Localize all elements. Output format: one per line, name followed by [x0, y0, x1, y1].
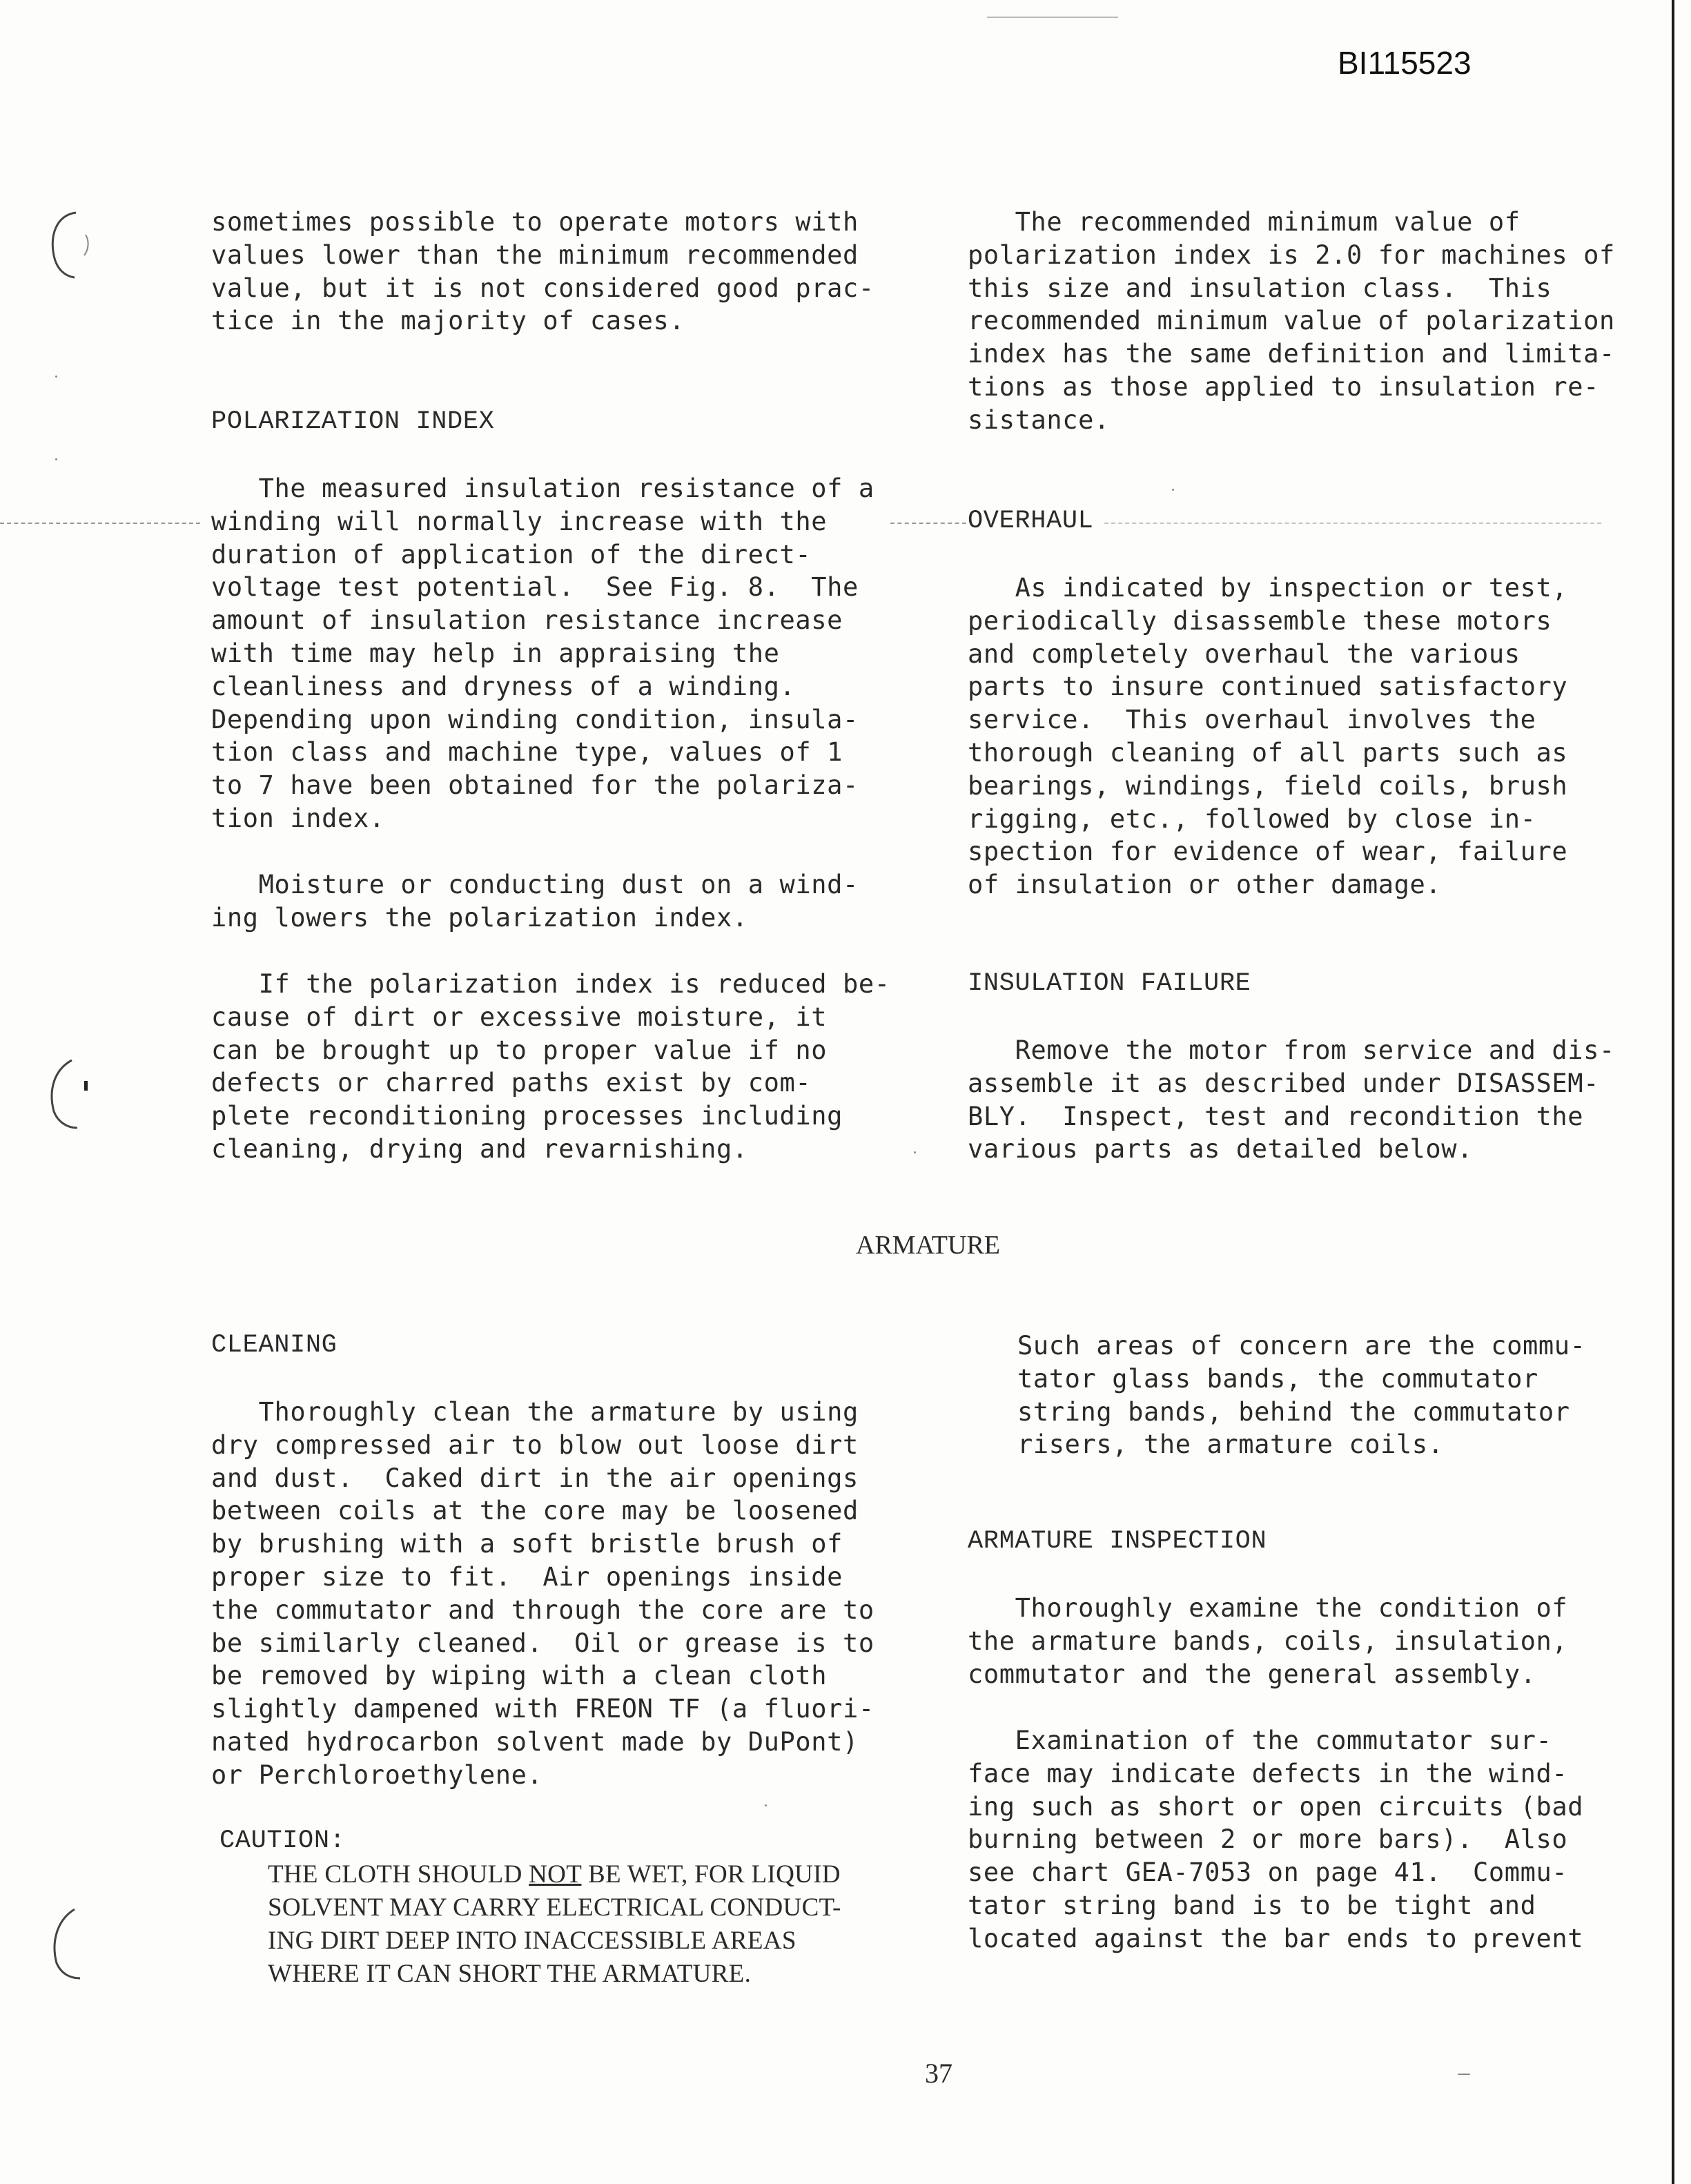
cleaning-paragraph: Thoroughly clean the armature by using dry compressed air to blow out loose dirt and dust. Caked dirt in the air openings between coils at the core may be loosened by brushing with a soft bristle brush of proper size to fit. Air openings inside the commutator and through the core are to be similarly cleaned. Oil or grease is to be removed by wiping with a clean cloth slightly dampened with FREON TF (a fluori- nated hydrocarbon solvent made by DuPont) or Perchloroethylene.: [211, 1397, 874, 1790]
caution-text-end: BE WET, FOR LIQUID: [581, 1860, 841, 1889]
scan-dash-left: [0, 523, 200, 524]
scan-speck: [55, 458, 57, 460]
cleaning-heading: CLEANING: [211, 1331, 338, 1360]
inspection-paragraph-2: Examination of the commutator sur- face may indicate defects in the wind- ing such as short or open circuits (bad burning between 2 or more bars). Also see chart GEA-7053 on page 41. Commu- tator string band is to be tight and located against the bar ends to prevent: [968, 1726, 1584, 1953]
armature-section-title: ARMATURE: [856, 1231, 1001, 1260]
intro-paragraph: sometimes possible to operate motors with values lower than the minimum recommended value, but it is not considered good prac- tice in the majority of cases.: [211, 207, 874, 336]
insulation-failure-heading: INSULATION FAILURE: [968, 969, 1251, 998]
overhaul-paragraph: As indicated by inspection or test, periodically disassemble these motors and completely overhaul the various parts to insure continued satisfactory service. This overhaul involves the thorough cleaning of all parts such as bearings, windings, field coils, brush rigging, etc., followed by close in- spection for evidence of wear, failure of insulation or other damage.: [968, 573, 1568, 900]
caution-body: [268, 1858, 841, 1991]
polarization-paragraph-1: The measured insulation resistance of a winding will normally increase with the duration of application of the direct- voltage test potential. See Fig. 8. The amount of insulation resistance increase with time may help in appraising the cleanliness and dryness of a winding. Depending upon winding condition, insula- tion class and machine type, values of 1 to 7 have been obtained for the polariza- tion index.: [211, 474, 874, 833]
punch-hole-mark-middle: [44, 1056, 92, 1132]
scan-edge-line: [1672, 0, 1674, 2184]
document-id: BI115523: [1338, 45, 1472, 81]
scan-speck: [55, 376, 57, 378]
caution-text-rest: SOLVENT MAY CARRY ELECTRICAL CONDUCT- ING DIRT DEEP INTO INACCESSIBLE AREAS WHERE IT CAN SHORT THE ARMATURE.: [268, 1893, 841, 1988]
scan-dash-middle: [890, 523, 966, 524]
scan-artifact-line: [987, 17, 1118, 18]
polarization-paragraph-3: If the polarization index is reduced be- cause of dirt or excessive moisture, it can be brought up to proper value if no defects or charred paths exist by com- plete reconditioning processes including cleaning, drying and revarnishing.: [211, 969, 890, 1164]
caution-label: CAUTION:: [219, 1826, 346, 1855]
scan-speck: [1458, 2074, 1470, 2075]
inspection-paragraph-1: Thoroughly examine the condition of the armature bands, coils, insulation, commutator and the general assembly.: [968, 1593, 1568, 1689]
scan-speck: [914, 1151, 916, 1153]
scan-speck: [765, 1804, 767, 1806]
polarization-paragraph-2: Moisture or conducting dust on a wind- ing lowers the polarization index.: [211, 870, 859, 933]
caution-text-start: THE CLOTH SHOULD: [268, 1860, 529, 1889]
scan-dash-right: [1104, 523, 1601, 524]
punch-hole-mark-top: [44, 207, 92, 283]
armature-inspection-heading: ARMATURE INSPECTION: [968, 1527, 1267, 1556]
insulation-failure-paragraph: Remove the motor from service and dis- assemble it as described under DISASSEM- BLY. Inspect, test and recondition the various parts as detailed below.: [968, 1035, 1615, 1164]
caution-emphasis-not: NOT: [529, 1860, 582, 1889]
scan-speck: [1172, 489, 1174, 491]
polarization-minimum-paragraph: The recommended minimum value of polarization index is 2.0 for machines of this size and insulation class. This recommended minimum value of polarization index has the same definition and limita- tions as those applied to insulation re- sistance.: [968, 207, 1615, 435]
polarization-index-heading: POLARIZATION INDEX: [211, 407, 495, 436]
areas-of-concern-paragraph: Such areas of concern are the commu- tator glass bands, the commutator string bands, behind the commutator risers, the armature coils.: [1017, 1331, 1586, 1460]
page-number: 37: [925, 2058, 952, 2089]
overhaul-heading: OVERHAUL: [968, 507, 1094, 536]
punch-hole-mark-bottom: [44, 1905, 92, 1981]
